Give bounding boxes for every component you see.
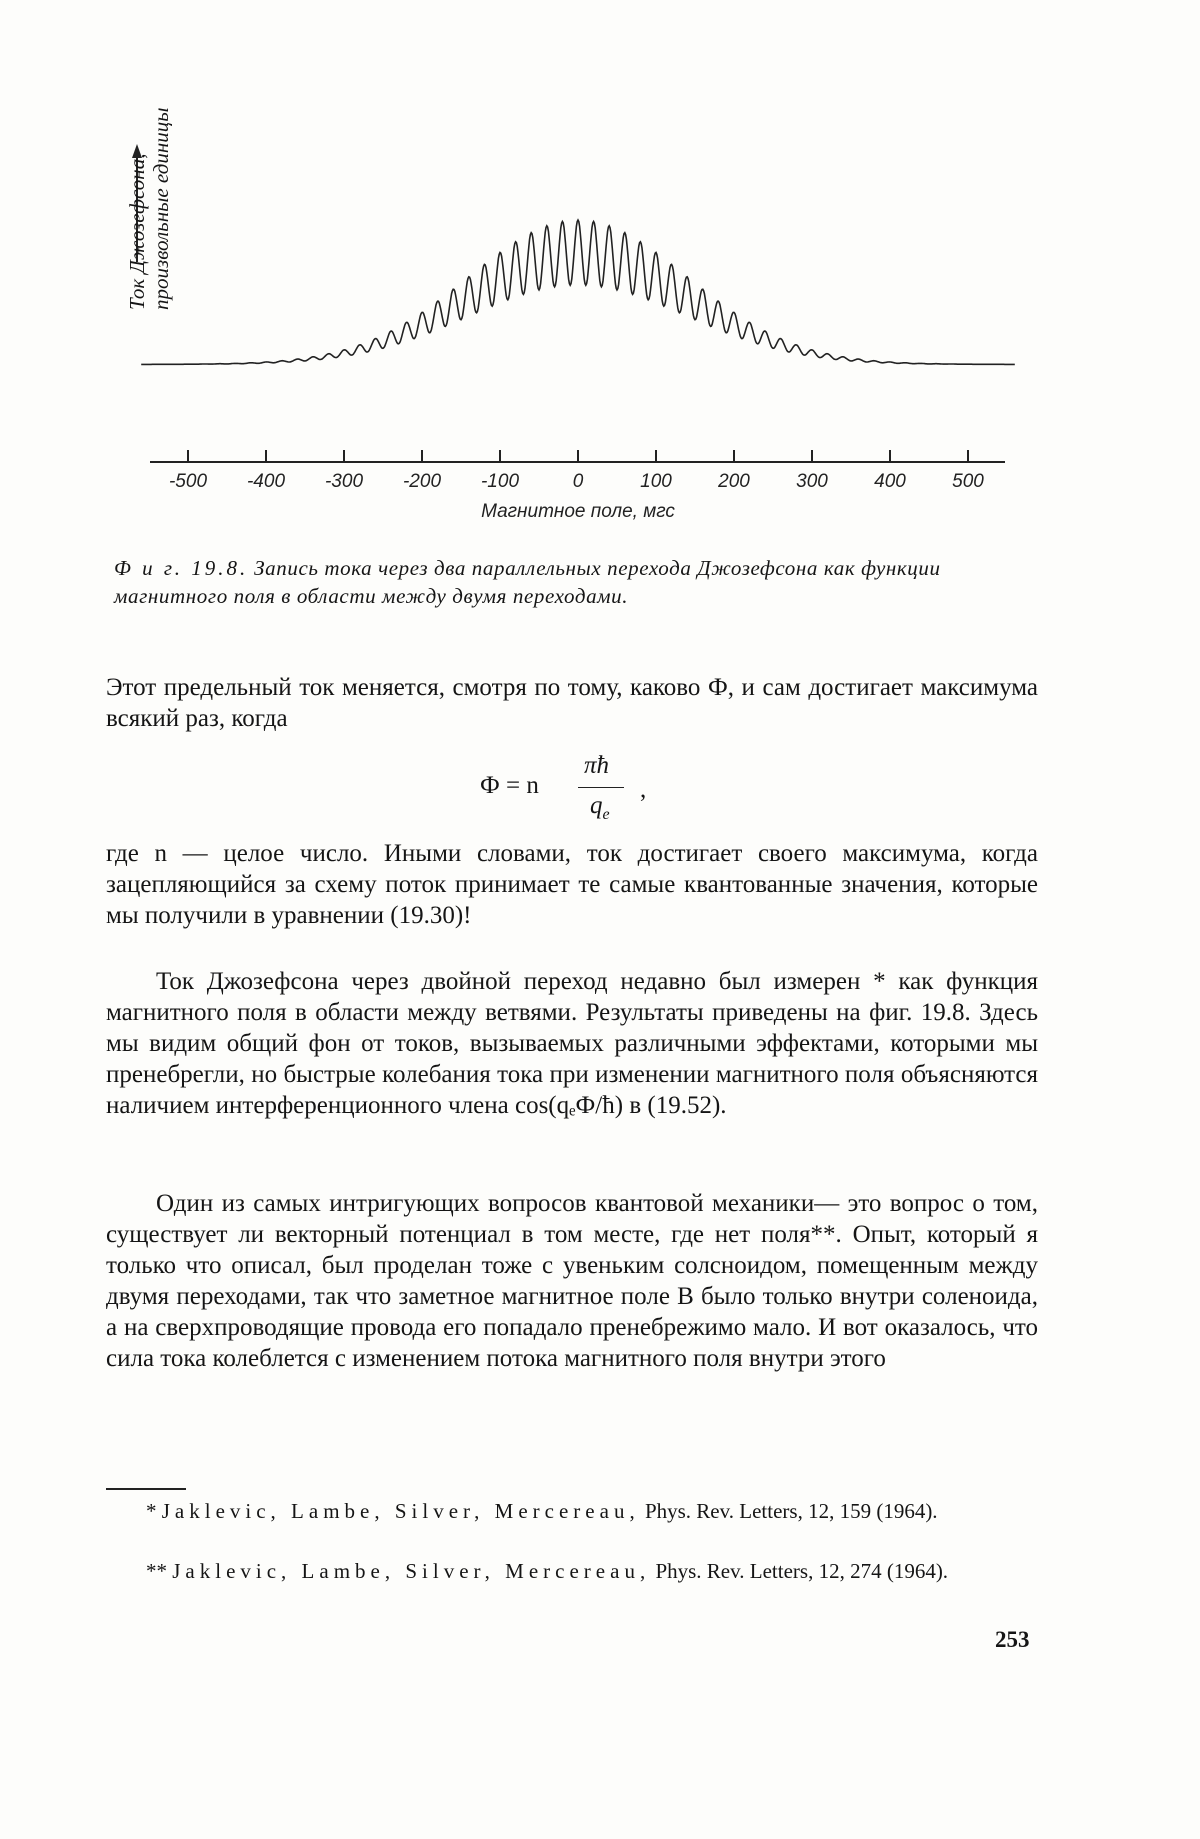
x-axis-label: Магнитное поле, мгс xyxy=(481,501,675,522)
formula-flux-quantum xyxy=(480,740,680,830)
formula-comma: , xyxy=(640,776,647,803)
current-curve xyxy=(141,220,1015,364)
caption-lead: Ф и г. 19.8. xyxy=(114,556,249,580)
caption-text: Запись тока через два параллельных перехода Джозефсона как функции магнитного поля в области между двумя переходами. xyxy=(114,556,941,608)
footnote-rule xyxy=(106,1488,186,1490)
page-number: 253 xyxy=(995,1627,1030,1652)
x-tick-label: 100 xyxy=(640,471,672,492)
x-tick-label: -300 xyxy=(324,471,364,492)
x-tick-label: -100 xyxy=(480,471,520,492)
y-axis-label xyxy=(125,60,180,310)
x-tick-label: -200 xyxy=(402,471,442,492)
formula-lhs: Ф = n xyxy=(480,772,539,799)
x-tick-label: -400 xyxy=(246,471,286,492)
figure-caption xyxy=(114,554,1026,610)
paragraph-1: Этот предельный ток меняется, смотря по тому, каково Ф, и сам достигает максимума всякий раз, когда xyxy=(106,674,1038,732)
footnote-2: ** Jaklevic, Lambe, Silver, Mercereau, Phys. Rev. Letters, 12, 274 (1964). xyxy=(146,1559,949,1583)
formula-numerator: πħ xyxy=(584,752,610,779)
paragraph-3: Ток Джозефсона через двойной переход недавно был измерен * как функция магнитного поля в области между ветвями. Результаты приведены на фиг. 19.8. Здесь мы видим общий фон от токов, вызываемых различными эффектами, которыми мы пренебрегли, но быстрые колебания тока при изменении магнитного поля объясняются наличием интерференционного члена cos(qₑФ/ħ) в (19.52). xyxy=(106,968,1038,1119)
footnote-1: * Jaklevic, Lambe, Silver, Mercereau, Phys. Rev. Letters, 12, 159 (1964). xyxy=(146,1499,938,1523)
x-tick-label: 0 xyxy=(572,471,584,492)
y-axis-label-line2: произвольные единицы xyxy=(149,107,173,310)
x-tick-label: -500 xyxy=(168,471,208,492)
formula-denominator: $q_e$ xyxy=(590,792,610,823)
formula-fraction-bar xyxy=(578,787,624,788)
x-tick-label: 200 xyxy=(718,471,750,492)
paragraph-4: Один из самых интригующих вопросов квантовой механики— это вопрос о том, существует ли векторный потенциал в том месте, где нет поля**. Опыт, который я только что описал, был проделан тоже с увеньким солсноидом, помещенным между двумя переходами, так что заметное магнитное поле B было только внутри соленоида, а на сверхпроводящие провода его попадало пренебрежимо мало. И вот оказалось, что сила тока колеблется с изменением потока магнитного поля внутри этого xyxy=(106,1190,1038,1372)
paragraph-2: где n — целое число. Иными словами, ток достигает своего максимума, когда зацепляющийся за схему поток принимает те самые квантованные значения, которые мы получили в уравнении (19.30)! xyxy=(106,840,1038,929)
x-tick-label: 300 xyxy=(796,471,828,492)
y-axis-label-line1: Ток Джозефсона, xyxy=(125,153,149,310)
x-tick-label: 500 xyxy=(952,471,984,492)
josephson-current-chart xyxy=(0,0,1200,530)
x-tick-label: 400 xyxy=(874,471,906,492)
